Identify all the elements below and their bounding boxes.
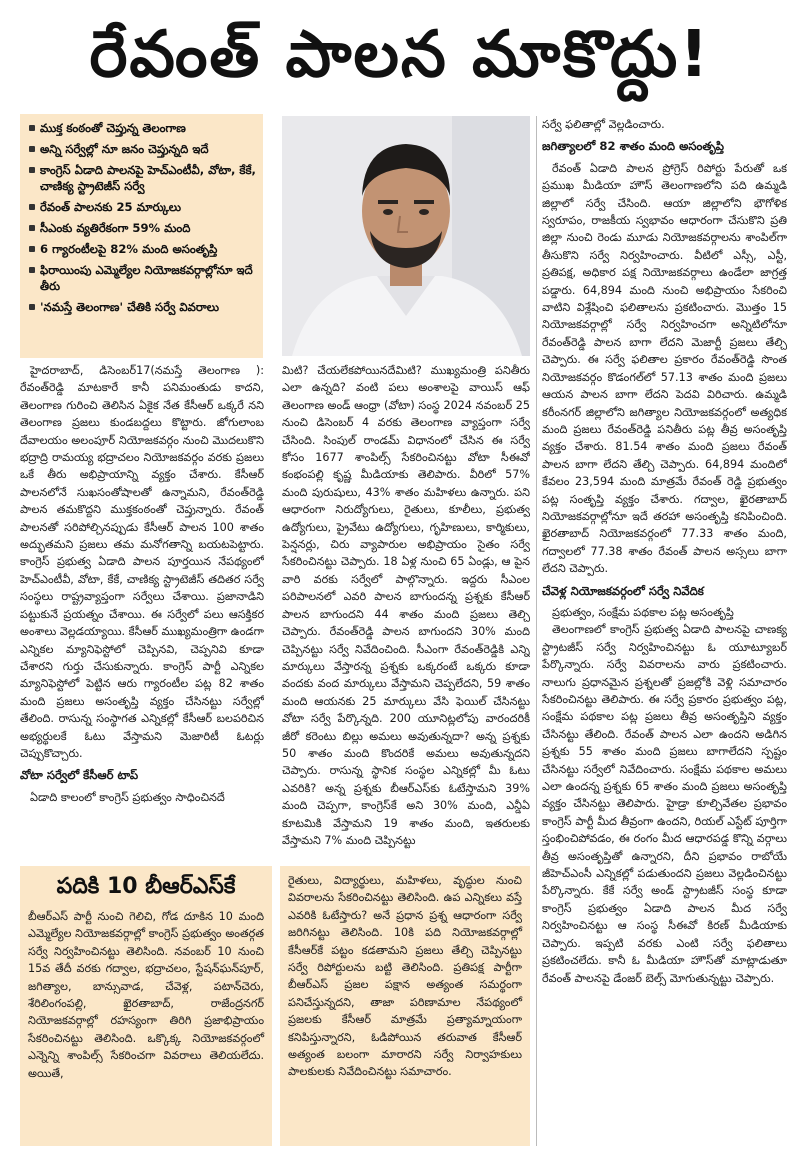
highlight-item: 'నమస్తే తెలంగాణ' చేతికి సర్వే వివరాలు [28, 299, 257, 315]
subheading: చేవెళ్ల నియోజకవర్గంలో సర్వే నివేదిక [542, 583, 704, 598]
paragraph: రేవంత్ ఏడాది పాలన ప్రోగ్రెస్ రిపోర్టు పేరుతో ఒక ప్రముఖ మీడియా హౌస్ తెలంగాణలోని పది ఉమ్మడి జిల్లాలో సర్వే చేసింది. ఆయా జిల్లాలోని భౌగోళిక స్వరూపం, రాజకీయ స్వభావం ఆధారంగా చేసుకొని ప్రతి జిల్లా నుంచి రెండు మూడు నియోజకవర్గాలను శాంపిల్‌గా తీసుకొని సర్వే నిర్వహించారు. వీటిలో ఎస్సీ, ఎస్టీ, ప్రతిపక్ష, అధికార పక్ష నియోజకవర్గాలు ఉండేలా జాగ్రత్త పడ్డారు. 64,894 మంది నుంచి అభిప్రాయం సేకరించి వాటిని విశ్లేషించి ఫలితాలను ప్రకటించారు. మొత్తం 15 నియోజకవర్గాల్లో సర్వే నిర్వహించగా అన్నిటిలోనూ రేవంత్‌రెడ్డి పాలన బాగా లేదని మెజార్టీ ప్రజలు తేల్చి చెప్పారు. ఈ సర్వే ఫలితాల ప్రకారం రేవంత్‌రెడ్డి సొంత నియోజకవర్గం కొడంగల్‌లో 57.13 శాతం మంది ప్రజలు ఆయన పాలన బాగా లేదని పెదవి విరిచారు. ఉమ్మడి కరీంనగర్ జిల్లాలోని జగిత్యాల నియోజకవర్గంలో అత్యధిక మంది ప్రజలు రేవంత్‌రెడ్డి పనితీరు పట్ల తీవ్ర అసంతృప్తి వ్యక్తం చేశారు. 81.54 శాతం మంది ప్రజలు రేవంత్ పాలన బాగా లేదని తేల్చి చెప్పారు. 64,894 మందిలో కేవలం 23,594 మంది మాత్రమే రేవంత్ రెడ్డి ప్రభుత్వం పట్ల సంతృప్తి వ్యక్తం చేశారు. గద్వాల, ఖైరతాబాద్ నియోజకవర్గాల్లోనూ ఇదే తరహా అసంతృప్తి కనిపించింది. ఖైరతాబాద్ నియోజకవర్గంలో 77.33 శాతం మంది, గద్వాలలో 77.38 శాతం రేవంత్ పాలన అస్సలు బాగా లేదని చెప్పారు. [542, 161, 787, 576]
subheading: వోటా సర్వేలో కేసీఆర్ టాప్ [20, 768, 139, 783]
paragraph: మిటి? చేయలేకపోయినదేమిటి? ముఖ్యమంత్రి పనితీరు ఎలా ఉన్నది? వంటి పలు అంశాలపై వాయిస్ ఆఫ్ తెలంగాణ అండ్ ఆంధ్రా (వోటా) సంస్థ 2024 నవంబర్ 25 నుంచి డిసెంబర్ 4 వరకు తెలంగాణ వ్యాప్తంగా సర్వే చేసింది. సింపుల్ రాండమ్ విధానంలో చేసిన ఈ సర్వే కోసం 1677 శాంపిల్స్ సేకరించినట్టు వోటా సీఈవో కంభంపల్లి కృష్ణ మీడియాకు తెలిపారు. వీరిలో 57% మంది పురుషులు, 43% శాతం మహిళలు ఉన్నారు. పని ఆధారంగా నిరుద్యోగులు, రైతులు, కూలీలు, ప్రభుత్వ ఉద్యోగులు, ప్రైవేటు ఉద్యోగులు, గృహిణులు, కార్మికులు, పెన్షనర్లు, చిరు వ్యాపారుల అభిప్రాయం సైతం సర్వే సేకరించినట్టు చెప్పారు. 18 ఏళ్ల నుంచి 65 ఏండ్లు, ఆ పైన వారి వరకు సర్వేలో పాల్గొన్నారు. ఇద్దరు సీఎంల పరిపాలనలో ఎవరి పాలన బాగుందన్న ప్రశ్నకు కేసీఆర్ పాలన బాగుందని 44 శాతం మంది ప్రజలు తెల్చి చెప్పారు. రేవంత్‌రెడ్డి పాలన బాగుందని 30% మంది చెప్పినట్టు సర్వే నివేదించింది. సీఎంగా రేవంత్‌రెడ్డికి ఎన్ని మార్కులు వేస్తారన్న ప్రశ్నకు ఒక్కరంటే ఒక్కరు కూడా వందకు వంద మార్కులు వేస్తామని చెప్పలేదని, 59 శాతం మంది ఆయనకు 25 మార్కులు వేసి ఫెయిల్ చేసినట్టు వోటా సర్వే పేర్కొన్నది. 200 యూనిట్లలోపు వారందరికీ జీరో కరెంటు బిల్లు అమలు అవుతున్నదా? అన్న ప్రశ్నకు 50 శాతం మంది కొందరికే అమలు అవుతున్నదని చెప్పారు. రాసున్న స్థానిక సంస్థల ఎన్నికల్లో మీ ఓటు ఎవరికి? అన్న ప్రశ్నకు బీఆర్ఎస్‌కు ఓటేస్తామని 39% మంది చెప్పగా, కాంగ్రెస్‌కే అని 30% మంది, ఎన్డీఏ కూటమికి వేస్తామని 19 శాతం మంది, ఇతరులకు వేస్తామని 7% మంది చెప్పినట్టు [282, 364, 530, 847]
highlight-item: సీఎంకు వ్యతిరేకంగా 59% మంది [28, 220, 257, 236]
highlight-item: ఫిరాయింపు ఎమ్మెల్యేల నియోజకవర్గాల్లోనూ ఇదే తీరు [28, 262, 257, 294]
box-text: బీఆర్ఎస్ పార్టీ నుంచి గెలిచి, గోడ దూకిన 10 మంది ఎమ్మెల్యేల నియోజకవర్గాల్లో కాంగ్రెస్ ప్రభుత్వం అంతర్గత సర్వే నిర్వహించినట్టు తెలిసింది. నవంబర్ 10 నుంచి 15వ తేదీ వరకు గద్వాల, భద్రాచలం, స్టేషన్‌ఘన్‌పూర్, జగిత్యాల, బాన్సువాడ, చేవెళ్ల, పటాన్‌చెరు, శేరిలింగంపల్లి, ఖైరతాబాద్, రాజేంద్రనగర్ నియోజకవర్గాల్లో రహస్యంగా తిరిగి ప్రజాభిప్రాయం సేకరించినట్టు తెలిసింది. ఒక్కొక్క నియోజకవర్గంలో ఎన్నెన్ని శాంపిల్స్ సేకరించగా వివరాలు తెలియలేదు. అయితే, [28, 910, 264, 1080]
highlight-item: అన్ని సర్వేల్లో నూ జనం చెప్తున్నది ఇదే [28, 141, 257, 157]
sidebar-box [20, 866, 272, 1146]
paragraph: సర్వే ఫలితాల్లో వెల్లడించారు. [542, 118, 665, 131]
sidebar-box-continued [280, 866, 530, 1146]
highlight-item: కాంగ్రెస్ ఏడాది పాలనపై హెచ్ఎంటీవీ, వోటా, కేకే, చాణిక్య స్ట్రాటెజీస్ సర్వే [28, 162, 257, 194]
column-divider [536, 116, 537, 1146]
portrait-illustration [282, 116, 530, 356]
box-text: రైతులు, విద్యార్థులు, మహిళలు, వృద్ధుల నుంచి వివరాలను సేకరించినట్టు తెలిసింది. ఉప ఎన్నికలు వస్తే ఎవరికి ఓటేస్తారు? అనే ప్రధాన ప్రశ్న ఆధారంగా సర్వే జరిగినట్టు తెలిసింది. 10కి పది నియోజకవర్గాల్లో కేసీఆర్‌కే పట్టం కడతామని ప్రజలు తేల్చి చెప్పినట్టు సర్వే రిపోర్టులను బట్టి తెలిసింది. ప్రతిపక్ష పార్టీగా బీఆర్ఎస్ ప్రజల పక్షాన అత్యంత సమర్థంగా పనిచేస్తున్నదని, తాజా పరిణామాల నేపథ్యంలో ప్రజలకు కేసీఆర్ మాత్రమే ప్రత్యామ్నాయంగా కనిపిస్తున్నారని, ఓడిపోయిన తరువాత కేసీఆర్ అత్యంత బలంగా మారారని సర్వే నిర్వాహకులు పాలకులకు నివేదించినట్టు సమాచారం. [288, 874, 522, 1079]
article-column-3 [542, 116, 787, 1146]
paragraph: హైదరాబాద్, డిసెంబర్17(నమస్తే తెలంగాణ ): రేవంత్‌రెడ్డి మాటకారే కానీ పనిమంతుడు కాదని, తెలంగాణ గురించి తెలిసిన ఏకైక నేత కేసీఆర్ ఒక్కరే నని తెలంగాణ ప్రజలు కుండబద్దలు కొట్టారు. జోగులాంబ దేవాలయం అలంపూర్ నియోజకవర్గం నుంచి మొదలుకొని భద్రాద్రి రామయ్య భద్రాచలం నియోజకవర్గం వరకు ప్రజలు ఒకే తీరు అభిప్రాయాన్ని వ్యక్తం చేశారు. కేసీఆర్ పాలనలోనే సుఖసంతోషాలతో ఉన్నామని, రేవంత్‌రెడ్డి పాలన తమకొద్దని ముక్తకంఠంతో చెప్తున్నారు. రేవంత్ పాలనతో సరిపోల్చినప్పుడు కేసీఆర్ పాలన 100 శాతం అద్భుతమని ప్రజలు తమ మనోగతాన్ని బయటపెట్టారు. కాంగ్రెస్ ప్రభుత్వ ఏడాది పాలన పూర్తయిన నేపథ్యంలో హెచ్ఎంటీవీ, వోటా, కేకే, చాణిక్య స్ట్రాటెజీస్ తదితర సర్వే సంస్థలు రాష్ట్రవ్యాప్తంగా సర్వేలు చేశాయి. ప్రజానాడిని పట్టుకునే ప్రయత్నం చేశాయి. ఈ సర్వేలో పలు ఆసక్తికర అంశాలు వెల్లడయ్యాయి. కేసీఆర్ ముఖ్యమంత్రిగా ఉండగా ఎన్నికల మ్యానిఫెస్టోలో చెప్పినవి, చెప్పనివి కూడా చేశారని గుర్తు చేసుకున్నారు. కాంగ్రెస్ పార్టీ ఎన్నికల మ్యానిఫెస్టోలో పెట్టిన ఆరు గ్యారంటీల పట్ల 82 శాతం మంది ప్రజలు అసంతృప్తి వ్యక్తం చేసినట్టు సర్వేల్లో తేలింది. రాసున్న సంస్థాగత ఎన్నికల్లో కేసీఆర్ బలపరిచిన అభ్యర్థులకే ఓటు వేస్తామని మెజారిటీ ఓటర్లు చెప్పుకొచ్చారు. [20, 364, 264, 760]
paragraph: ప్రభుత్వం, సంక్షేమ పథకాల పట్ల అసంతృప్తి [552, 605, 734, 619]
highlights-box [20, 114, 263, 358]
headline: రేవంత్ పాలన మాకొద్దు! [89, 18, 711, 92]
paragraph: తెలంగాణలో కాంగ్రెస్ ప్రభుత్వ ఏడాది పాలనపై చాణక్య స్ట్రాటజీస్ సర్వే నిర్వహించినట్టు ఓ యూట్యూబర్ పేర్కొన్నారు. సర్వే వివరాలను వారు ప్రకటించారు. నాలుగు ప్రధానమైన ప్రశ్నలతో ప్రజల్లోకి వెళ్లి సమాచారం సేకరించినట్టు తెలిపారు. ఈ సర్వే ప్రకారం ప్రభుత్వం పట్ల, సంక్షేమ పథకాల పట్ల ప్రజలు తీవ్ర అసంతృప్తిని వ్యక్తం చేసినట్టు తేలింది. రేవంత్ పాలన ఎలా ఉందని అడిగిన ప్రశ్నకు 55 శాతం మంది ప్రజలు బాగాలేదని స్పష్టం చేసినట్టు సర్వేలో నివేదించారు. సంక్షేమ పథకాల అమలు ఎలా ఉందన్న ప్రశ్నకు 65 శాతం మంది ప్రజలు అసంతృప్తి వ్యక్తం చేసినట్టు తెలిపారు. హైడ్రా కూల్చివేతల ప్రభావం కాంగ్రెస్ పార్టీ మీద తీవ్రంగా ఉందని, రియల్ ఎస్టేట్ పూర్తిగా స్తంభించిపోవడం, ఈ రంగం మీద ఆధారపడ్డ కొన్ని వర్గాలు తీవ్ర అసంతృప్తితో ఉన్నారని, దీని ప్రభావం రాబోయే జీహెచ్ఎంసీ ఎన్నికల్లో పడుతుందని ప్రజలు వెల్లడించినట్టు పేర్కొన్నారు. కేకే సర్వే అండ్ స్ట్రాటజీస్ సంస్థ కూడా కాంగ్రెస్ ప్రభుత్వం ఏడాది పాలన మీద సర్వే నిర్వహించినట్టు ఆ సంస్థ సీఈవో కిరణ్ మీడియాకు చెప్పారు. ఇప్పటి వరకు ఎంటి సర్వే ఫలితాలు ప్రకటించలేదు. కానీ ఓ మీడియా హౌస్‌తో మాట్లాడుతూ రేవంత్ పాలనపై డేంజర్ బెల్స్ మోగుతున్నట్టు చెప్పారు. [542, 623, 787, 985]
article-column-1 [20, 362, 264, 860]
highlight-item: 6 గ్యారంటీలపై 82% మంది అసంతృప్తి [28, 241, 257, 257]
highlight-item: రేవంత్ పాలనకు 25 మార్కులు [28, 199, 257, 215]
highlight-item: ముక్త కంఠంతో చెప్తున్న తెలంగాణ [28, 120, 257, 136]
paragraph: ఏడాది కాలంలో కాంగ్రెస్ ప్రభుత్వం సాధించినదే [30, 790, 225, 804]
box-title: పదికి 10 బీఆర్ఎస్‌కే [56, 874, 236, 899]
portrait-photo [282, 116, 530, 356]
subheading: జగిత్యాలలో 82 శాతం మంది అసంతృప్తి [542, 139, 725, 154]
article-column-2 [282, 362, 530, 858]
